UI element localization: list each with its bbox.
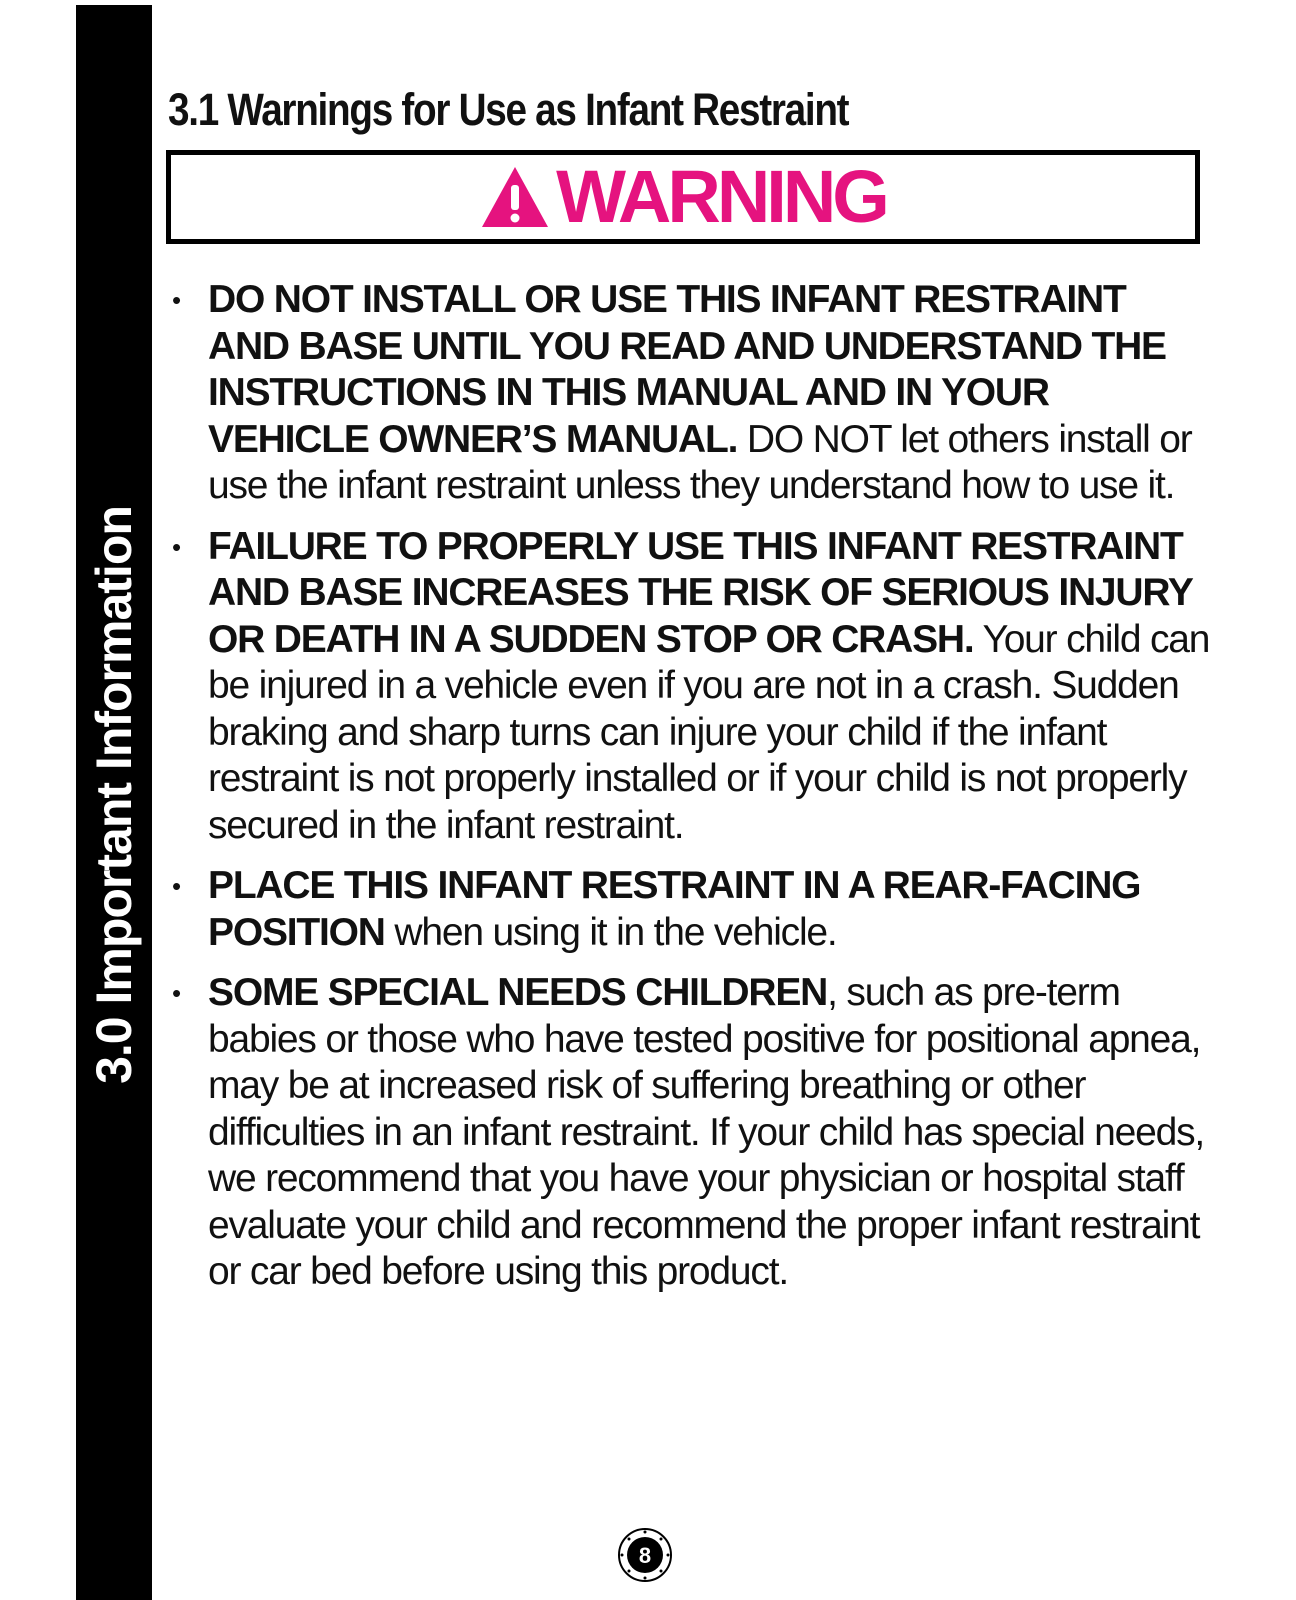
warning-body-text: Your child can be injured in a vehicle even if you are not in a crash. Sudden braking and sharp turns can injure your child if the infant restraint is not properly installed or if your child is not properly secured in the infant restraint.: [208, 617, 1210, 847]
list-item: [172, 863, 1212, 956]
bullet: •: [172, 978, 182, 1008]
warning-label: WARNING: [556, 155, 886, 238]
list-item: [172, 277, 1212, 510]
bullet: •: [172, 285, 182, 315]
page-number-badge: [617, 1527, 673, 1583]
section-title: 3.1 Warnings for Use as Infant Restraint: [168, 84, 849, 135]
bullet: •: [172, 531, 182, 562]
warning-banner: [166, 150, 1200, 244]
warning-text: [208, 277, 1212, 510]
bullet: •: [172, 871, 182, 901]
list-item: [172, 524, 1212, 850]
list-item: [172, 970, 1212, 1296]
warning-list: [172, 277, 1212, 1310]
warning-triangle-icon: [480, 165, 550, 229]
warning-bold-text: FAILURE TO PROPERLY USE THIS INFANT RESTRAINT AND BASE INCREASES THE RISK OF SERIOUS INJURY OR DEATH IN A SUDDEN STOP OR CRASH.: [208, 524, 1192, 661]
section-side-label: 3.0 Important Information: [86, 506, 142, 1084]
warning-bold-text: PLACE THIS INFANT RESTRAINT IN A REAR-FACING POSITION: [208, 864, 1141, 954]
warning-text: [208, 863, 1212, 956]
page-number: 8: [638, 1543, 652, 1568]
warning-bold-text: DO NOT INSTALL OR USE THIS INFANT RESTRAINT AND BASE UNTIL YOU READ AND UNDERSTAND THE INSTRUCTIONS IN THIS MANUAL AND IN YOUR VEHICLE OWNER’S MANUAL.: [208, 278, 1166, 461]
warning-body-text: when using it in the vehicle.: [384, 910, 837, 954]
warning-body-text: , such as pre-term babies or those who have tested positive for positional apnea, may be at increased risk of suffering breathing or other difficulties in an infant restraint. If your child has special needs, we recommend that you have your physician or hospital staff evaluate your child and recommend the proper infant restraint or car bed before using this product.: [208, 971, 1205, 1293]
warning-body-text: DO NOT let others install or use the infant restraint unless they understand how to use it.: [208, 417, 1192, 507]
warning-bold-text: SOME SPECIAL NEEDS CHILDREN: [208, 971, 828, 1014]
warning-text: [208, 524, 1212, 850]
warning-text: [208, 970, 1212, 1296]
